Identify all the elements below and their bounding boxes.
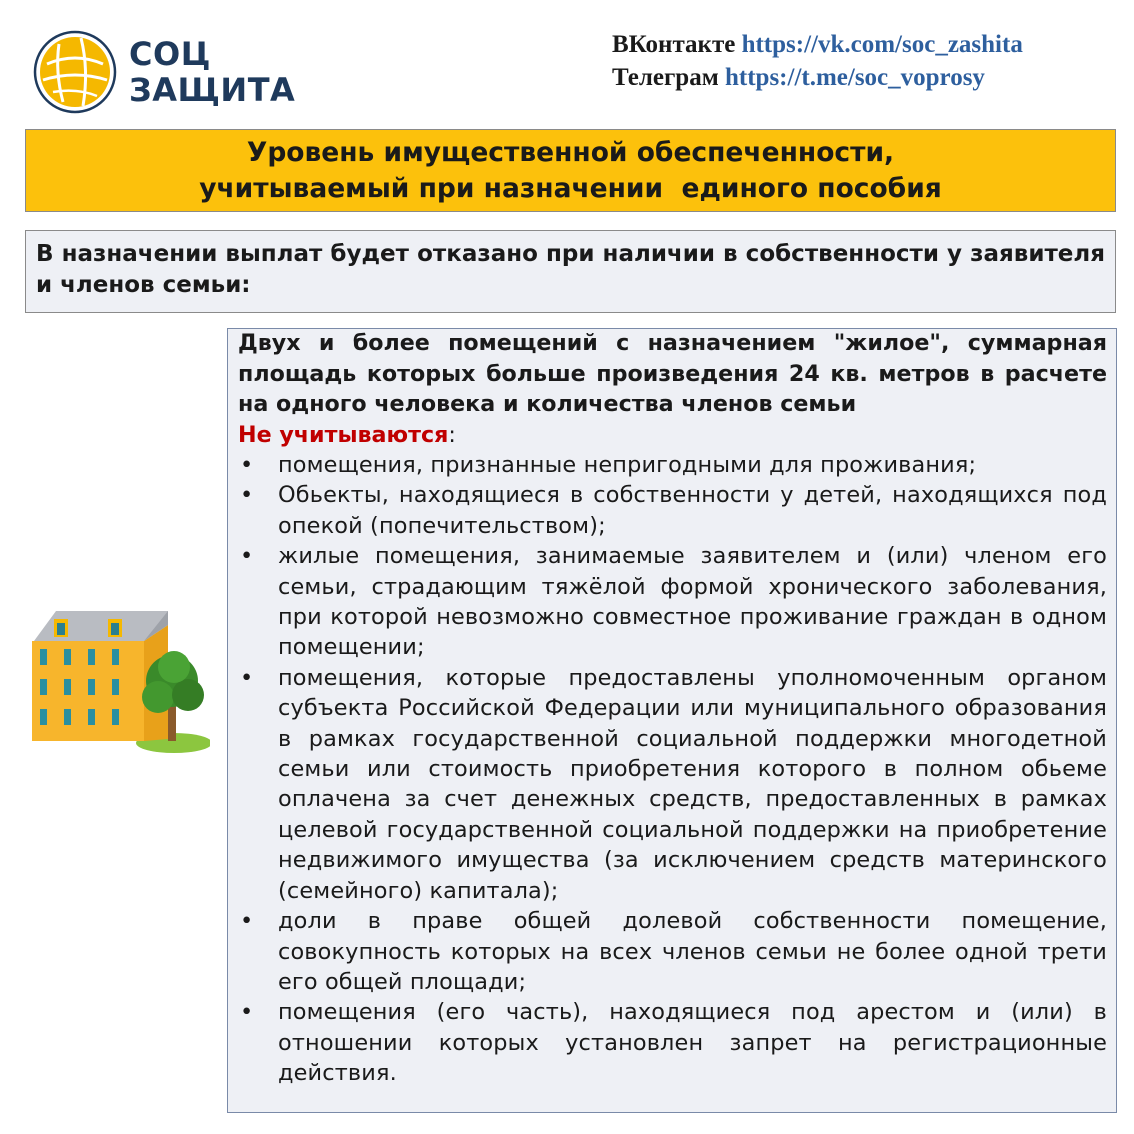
- conditions-heading: Двух и более помещений с назначением "жилое", суммарная площадь которых больше произведения 24 кв. метров в расчете на одного человека и количества членов семьи: [238, 330, 1107, 417]
- title-line-2: учитываемый при назначении единого пособия: [199, 172, 942, 204]
- brand-line-2: ЗАЩИТА: [129, 71, 296, 109]
- brand-logo: [33, 30, 296, 115]
- bullet: •: [240, 664, 254, 691]
- globe-logo-icon: [33, 30, 117, 114]
- list-item: [238, 663, 1107, 906]
- vk-contact-line: [612, 28, 1023, 61]
- conditions-box: [227, 328, 1117, 1113]
- bullet: •: [240, 452, 254, 478]
- intro-text: В назначении выплат будет отказано при наличии в собственности у заявителя и членов семьи:: [36, 241, 1105, 298]
- list-item-text: Обьекты, находящиеся в собственности у детей, находящихся под опекой (попечительством);: [278, 482, 1107, 539]
- apartment-building-icon: [24, 605, 210, 755]
- telegram-link[interactable]: https://t.me/soc_voprosy: [724, 64, 985, 91]
- bullet: •: [240, 482, 254, 509]
- brand-line-1: СОЦ: [129, 35, 211, 73]
- bullet: •: [240, 543, 254, 570]
- bullet: •: [240, 999, 254, 1026]
- list-item-text: помещения, признанные непригодными для проживания;: [278, 452, 977, 478]
- intro-box: [25, 230, 1116, 313]
- vk-link[interactable]: https://vk.com/soc_zashita: [741, 31, 1023, 58]
- title-line-1: Уровень имущественной обеспеченности,: [246, 136, 895, 168]
- exclusions-list: [238, 450, 1107, 1089]
- title-banner: [25, 129, 1116, 212]
- list-item-text: помещения, которые предоставлены уполномоченным органом субъекта Российской Федерации или муниципального образования в рамках государственной социальной поддержки многодетной семьи или стоимость приобретения которого в полном обьеме оплачена за счет денежных средств, предоставленных в рамках целевой государственной социальной поддержки на приобретение недвижимого имущества (за исключением средств материнского (семейного) капитала);: [278, 664, 1107, 904]
- brand-name: [129, 36, 295, 108]
- vk-label: ВКонтакте: [612, 31, 736, 58]
- not-counted-text: Не учитываются: [238, 421, 449, 448]
- bullet: •: [240, 908, 254, 935]
- list-item-text: доли в праве общей долевой собственности помещение, совокупность которых на всех членов семьи не более одной трети его общей площади;: [278, 908, 1107, 995]
- list-item: [238, 450, 1107, 480]
- list-item: [238, 541, 1107, 663]
- list-item: [238, 906, 1107, 997]
- list-item: [238, 480, 1107, 541]
- list-item-text: жилые помещения, занимаемые заявителем и (или) членом его семьи, страдающим тяжёлой формой хронического заболевания, при которой невозможно совместное проживание граждан в одном помещении;: [278, 543, 1107, 661]
- list-item-text: помещения (его часть), находящиеся под арестом и (или) в отношении которых установлен запрет на регистрационные действия.: [278, 999, 1107, 1087]
- not-counted-colon: :: [448, 421, 456, 448]
- telegram-contact-line: [612, 61, 1023, 94]
- telegram-label: Телеграм: [612, 64, 719, 91]
- list-item: [238, 997, 1107, 1088]
- contacts: [612, 28, 1023, 94]
- not-counted-label: [238, 420, 1107, 451]
